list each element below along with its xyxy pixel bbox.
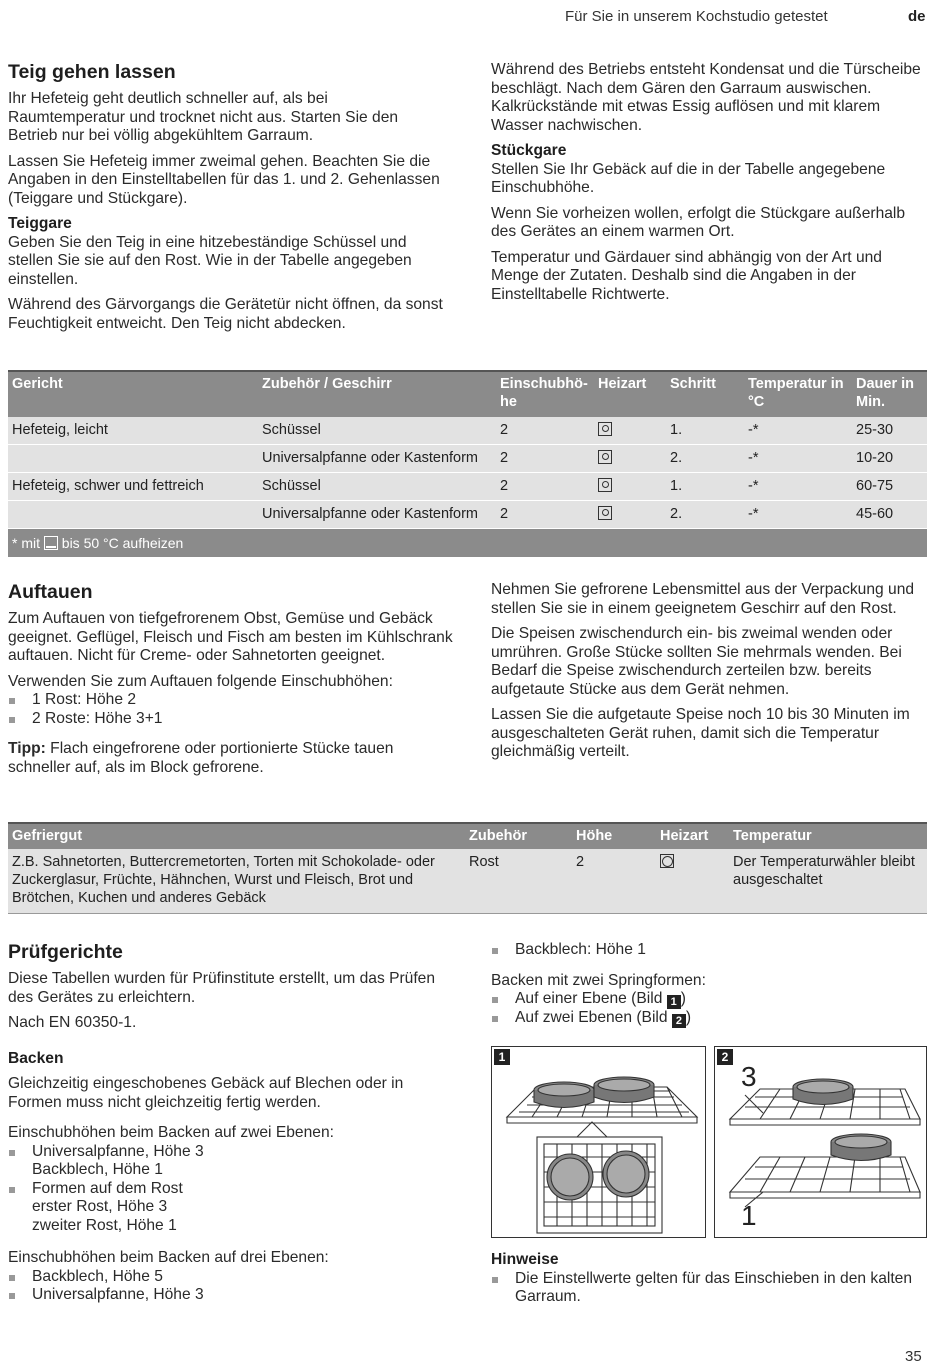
table-row — [8, 849, 927, 914]
column-header: Heizart — [656, 823, 729, 849]
top-bottom-heat-icon — [598, 506, 612, 520]
level-label: 3 — [741, 1061, 757, 1092]
backen-heading: Backen — [8, 1049, 64, 1067]
list-text: ) — [680, 990, 686, 1007]
column-header: Höhe — [572, 823, 656, 849]
cell-gefriergut: Z.B. Sahnetorten, Buttercremetorten, Torten mit Schokolade- oder Zuckerglasur, Früchte, Hähnchen, Wurst und Fleisch, Brot und Brötchen, Kuchen und anderes Gebäck — [8, 849, 465, 914]
two-level-list — [8, 1143, 453, 1236]
section-heading-pruef: Prüfgerichte — [8, 941, 123, 963]
figure-label: 1 — [494, 1049, 510, 1065]
pruef-paragraph: Nach EN 60350-1. — [8, 1014, 137, 1031]
cell-gericht — [8, 501, 258, 529]
cell-hoehe: 2 — [496, 445, 594, 473]
cell-hoehe: 2 — [496, 417, 594, 445]
figure-label: 2 — [717, 1049, 733, 1065]
list-item — [8, 1143, 453, 1180]
section-heading-teig: Teig gehen lassen — [8, 61, 176, 83]
teig-paragraph: Temperatur und Gärdauer sind abhängig von der Art und Menge der Zutaten. Deshalb sind die Angaben in der Einstelltabelle Richtwerte. — [491, 248, 882, 303]
cell-temperatur: -* — [744, 445, 852, 473]
auftauen-paragraph: Die Speisen zwischendurch ein- bis zweimal wenden oder umrühren. Große Stücke sollten Sie mehrmals wenden. Bei Bedarf die Speise zwischendurch zerteilen bzw. bereits aufgetaute Stücke aus dem Gerät nehmen. — [491, 625, 902, 698]
cell-zubehoer: Rost — [465, 849, 572, 914]
cell-temperatur: Der Temperaturwähler bleibt ausgeschaltet — [729, 849, 927, 914]
auftauen-right-column — [491, 581, 931, 769]
table-row — [8, 445, 927, 473]
cell-zubehoer: Schüssel — [258, 417, 496, 445]
hinweise-block — [491, 1251, 931, 1307]
cell-dauer: 45-60 — [852, 501, 927, 529]
list-line: zweiter Rost, Höhe 1 — [32, 1216, 177, 1234]
list-line: Universalpfanne, Höhe 3 — [32, 1142, 204, 1160]
table-row — [8, 473, 927, 501]
cell-zubehoer: Universalpfanne oder Kastenform — [258, 445, 496, 473]
cell-hoehe: 2 — [496, 501, 594, 529]
table-row — [8, 417, 927, 445]
table-footnote — [8, 529, 927, 558]
list-item: Backblech, Höhe 5 — [8, 1268, 453, 1287]
hinweise-list — [491, 1270, 931, 1307]
auftauen-paragraph: Verwenden Sie zum Auftauen folgende Einschubhöhen: — [8, 672, 393, 690]
cell-heizart — [594, 417, 666, 445]
stueckgare-heading: Stückgare — [491, 142, 567, 159]
image-ref-badge: 2 — [672, 1014, 686, 1028]
cell-temperatur: -* — [744, 473, 852, 501]
top-bottom-heat-icon — [598, 450, 612, 464]
defrost-fan-icon — [660, 854, 674, 868]
list-item: 2 Roste: Höhe 3+1 — [8, 710, 453, 729]
list-line: Formen auf dem Rost — [32, 1179, 183, 1197]
pruef-right-column — [491, 941, 931, 1028]
list-item: Universalpfanne, Höhe 3 — [8, 1286, 453, 1305]
teig-right-column — [491, 61, 931, 311]
auftauen-paragraph: Zum Auftauen von tiefgefrorenem Obst, Gemüse und Gebäck geeignet. Geflügel, Fleisch und Fisch am besten im Kühlschrank auftauen. Nicht für Creme- oder Sahnetorten geeignet. — [8, 610, 453, 664]
teig-settings-table — [8, 370, 927, 558]
pruef-paragraph: Einschubhöhen beim Backen auf drei Ebenen: — [8, 1249, 329, 1266]
auftauen-table — [8, 822, 927, 914]
cell-schritt: 2. — [666, 501, 744, 529]
image-ref-badge: 1 — [667, 995, 681, 1009]
springform-one-level-illustration — [492, 1047, 705, 1237]
column-header: Einschubhö- he — [496, 371, 594, 417]
top-bottom-heat-icon — [598, 478, 612, 492]
list-item: 1 Rost: Höhe 2 — [8, 691, 453, 710]
hinweise-heading: Hinweise — [491, 1251, 559, 1268]
teig-left-column — [8, 60, 448, 340]
column-header: Gericht — [8, 371, 258, 417]
figure-one-level — [491, 1046, 706, 1238]
tipp-paragraph — [8, 740, 453, 777]
pruef-paragraph: Einschubhöhen beim Backen auf zwei Ebenen: — [8, 1124, 334, 1141]
footnote-text: * mit — [12, 535, 40, 551]
cell-dauer: 25-30 — [852, 417, 927, 445]
table-header-row — [8, 371, 927, 417]
pruef-left-column — [8, 940, 453, 1305]
cell-heizart — [656, 849, 729, 914]
list-text: Auf einer Ebene (Bild — [515, 990, 663, 1007]
stueckgare-paragraph: Stellen Sie Ihr Gebäck auf die in der Tabelle angegebene Einschubhöhe. — [491, 160, 886, 196]
list-line: Backblech, Höhe 1 — [32, 1161, 163, 1178]
cell-schritt: 2. — [666, 445, 744, 473]
table-header-row — [8, 823, 927, 849]
cell-zubehoer: Universalpfanne oder Kastenform — [258, 501, 496, 529]
auftauen-paragraph: Lassen Sie die aufgetaute Speise noch 10 bis 30 Minuten im ausgeschalteten Gerät ruhen, damit sich die Temperatur gleichmäßig verteilt. — [491, 706, 910, 760]
list-line: erster Rost, Höhe 3 — [32, 1198, 168, 1215]
section-heading-auftauen: Auftauen — [8, 581, 93, 603]
list-text: Auf zwei Ebenen (Bild — [515, 1009, 668, 1026]
teig-paragraph: Während des Gärvorgangs die Gerätetür nicht öffnen, da sonst Feuchtigkeit entweicht. Den Teig nicht abdecken. — [8, 296, 443, 332]
teiggare-heading: Teiggare — [8, 215, 72, 232]
column-header: Dauer in Min. — [852, 371, 927, 417]
cell-heizart — [594, 473, 666, 501]
top-bottom-heat-icon — [598, 422, 612, 436]
pruef-list — [491, 941, 931, 960]
cell-hoehe: 2 — [572, 849, 656, 914]
cell-gericht: Hefeteig, schwer und fettreich — [8, 473, 258, 501]
teig-paragraph: Wenn Sie vorheizen wollen, erfolgt die Stückgare außerhalb des Gerätes an einem warmen Ort. — [491, 204, 906, 240]
springform-two-levels-illustration — [715, 1047, 926, 1237]
table-row — [8, 501, 927, 529]
cell-temperatur: -* — [744, 501, 852, 529]
list-item — [8, 1180, 453, 1236]
column-header: Zubehör — [465, 823, 572, 849]
column-header: Temperatur — [729, 823, 927, 849]
cell-gericht — [8, 445, 258, 473]
springform-list — [491, 990, 931, 1028]
tipp-text: Flach eingefrorene oder portionierte Stücke tauen schneller auf, als im Block gefrorene. — [8, 740, 394, 776]
level-label: 1 — [741, 1200, 757, 1231]
cell-heizart — [594, 501, 666, 529]
page-number: 35 — [905, 1348, 922, 1365]
column-header: Schritt — [666, 371, 744, 417]
list-item: Backblech: Höhe 1 — [491, 941, 931, 960]
teig-paragraph: Während des Betriebs entsteht Kondensat und die Türscheibe beschlägt. Nach dem Gären den Garraum auswischen. Kalkrückstände mit etwas Essig auflösen und mit klarem Wasser nachwischen. — [491, 61, 921, 134]
cell-heizart — [594, 445, 666, 473]
language-tag: de — [908, 8, 926, 25]
column-header: Heizart — [594, 371, 666, 417]
pruef-paragraph: Backen mit zwei Springformen: — [491, 971, 706, 989]
teiggare-paragraph: Geben Sie den Teig in eine hitzebeständige Schüssel und stellen Sie sie auf den Rost. Wie in der Tabelle angegeben einstellen. — [8, 233, 412, 288]
cell-schritt: 1. — [666, 417, 744, 445]
footnote-text: bis 50 °C aufheizen — [61, 535, 184, 551]
cell-zubehoer: Schüssel — [258, 473, 496, 501]
pruef-paragraph: Diese Tabellen wurden für Prüfinstitute erstellt, um das Prüfen des Gerätes zu erleichtern. — [8, 970, 436, 1006]
list-item — [491, 990, 931, 1009]
bottom-heat-icon — [44, 536, 58, 550]
cell-hoehe: 2 — [496, 473, 594, 501]
cell-temperatur: -* — [744, 417, 852, 445]
list-item — [491, 1009, 931, 1028]
figure-two-levels — [714, 1046, 927, 1238]
three-level-list — [8, 1268, 453, 1305]
cell-dauer: 10-20 — [852, 445, 927, 473]
list-item: Die Einstellwerte gelten für das Einschieben in den kalten Garraum. — [491, 1270, 931, 1307]
table-footnote-row — [8, 529, 927, 558]
teig-paragraph: Lassen Sie Hefeteig immer zweimal gehen. Beachten Sie die Angaben in den Einstelltabellen für das 1. und 2. Gehenlassen (Teiggare und Stückgare). — [8, 152, 440, 207]
cell-dauer: 60-75 — [852, 473, 927, 501]
column-header: Temperatur in °C — [744, 371, 852, 417]
teig-paragraph: Ihr Hefeteig geht deutlich schneller auf, als bei Raumtemperatur und trocknet nicht aus. Starten Sie den Betrieb nur bei völlig abgekühltem Garraum. — [8, 90, 399, 144]
list-text: ) — [685, 1009, 692, 1026]
column-header: Zubehör / Geschirr — [258, 371, 496, 417]
tipp-label: Tipp: — [8, 740, 46, 757]
running-header: Für Sie in unserem Kochstudio getestet — [565, 8, 828, 25]
cell-gericht: Hefeteig, leicht — [8, 417, 258, 445]
column-header: Gefriergut — [8, 823, 465, 849]
auftauen-paragraph: Nehmen Sie gefrorene Lebensmittel aus der Verpackung und stellen Sie sie in einem geeignetem Geschirr auf den Rost. — [491, 581, 915, 617]
cell-schritt: 1. — [666, 473, 744, 501]
auftauen-list — [8, 691, 453, 728]
pruef-paragraph: Gleichzeitig eingeschobenes Gebäck auf Blechen oder in Formen muss nicht gleichzeitig fertig werden. — [8, 1075, 404, 1111]
auftauen-left-column — [8, 580, 453, 784]
